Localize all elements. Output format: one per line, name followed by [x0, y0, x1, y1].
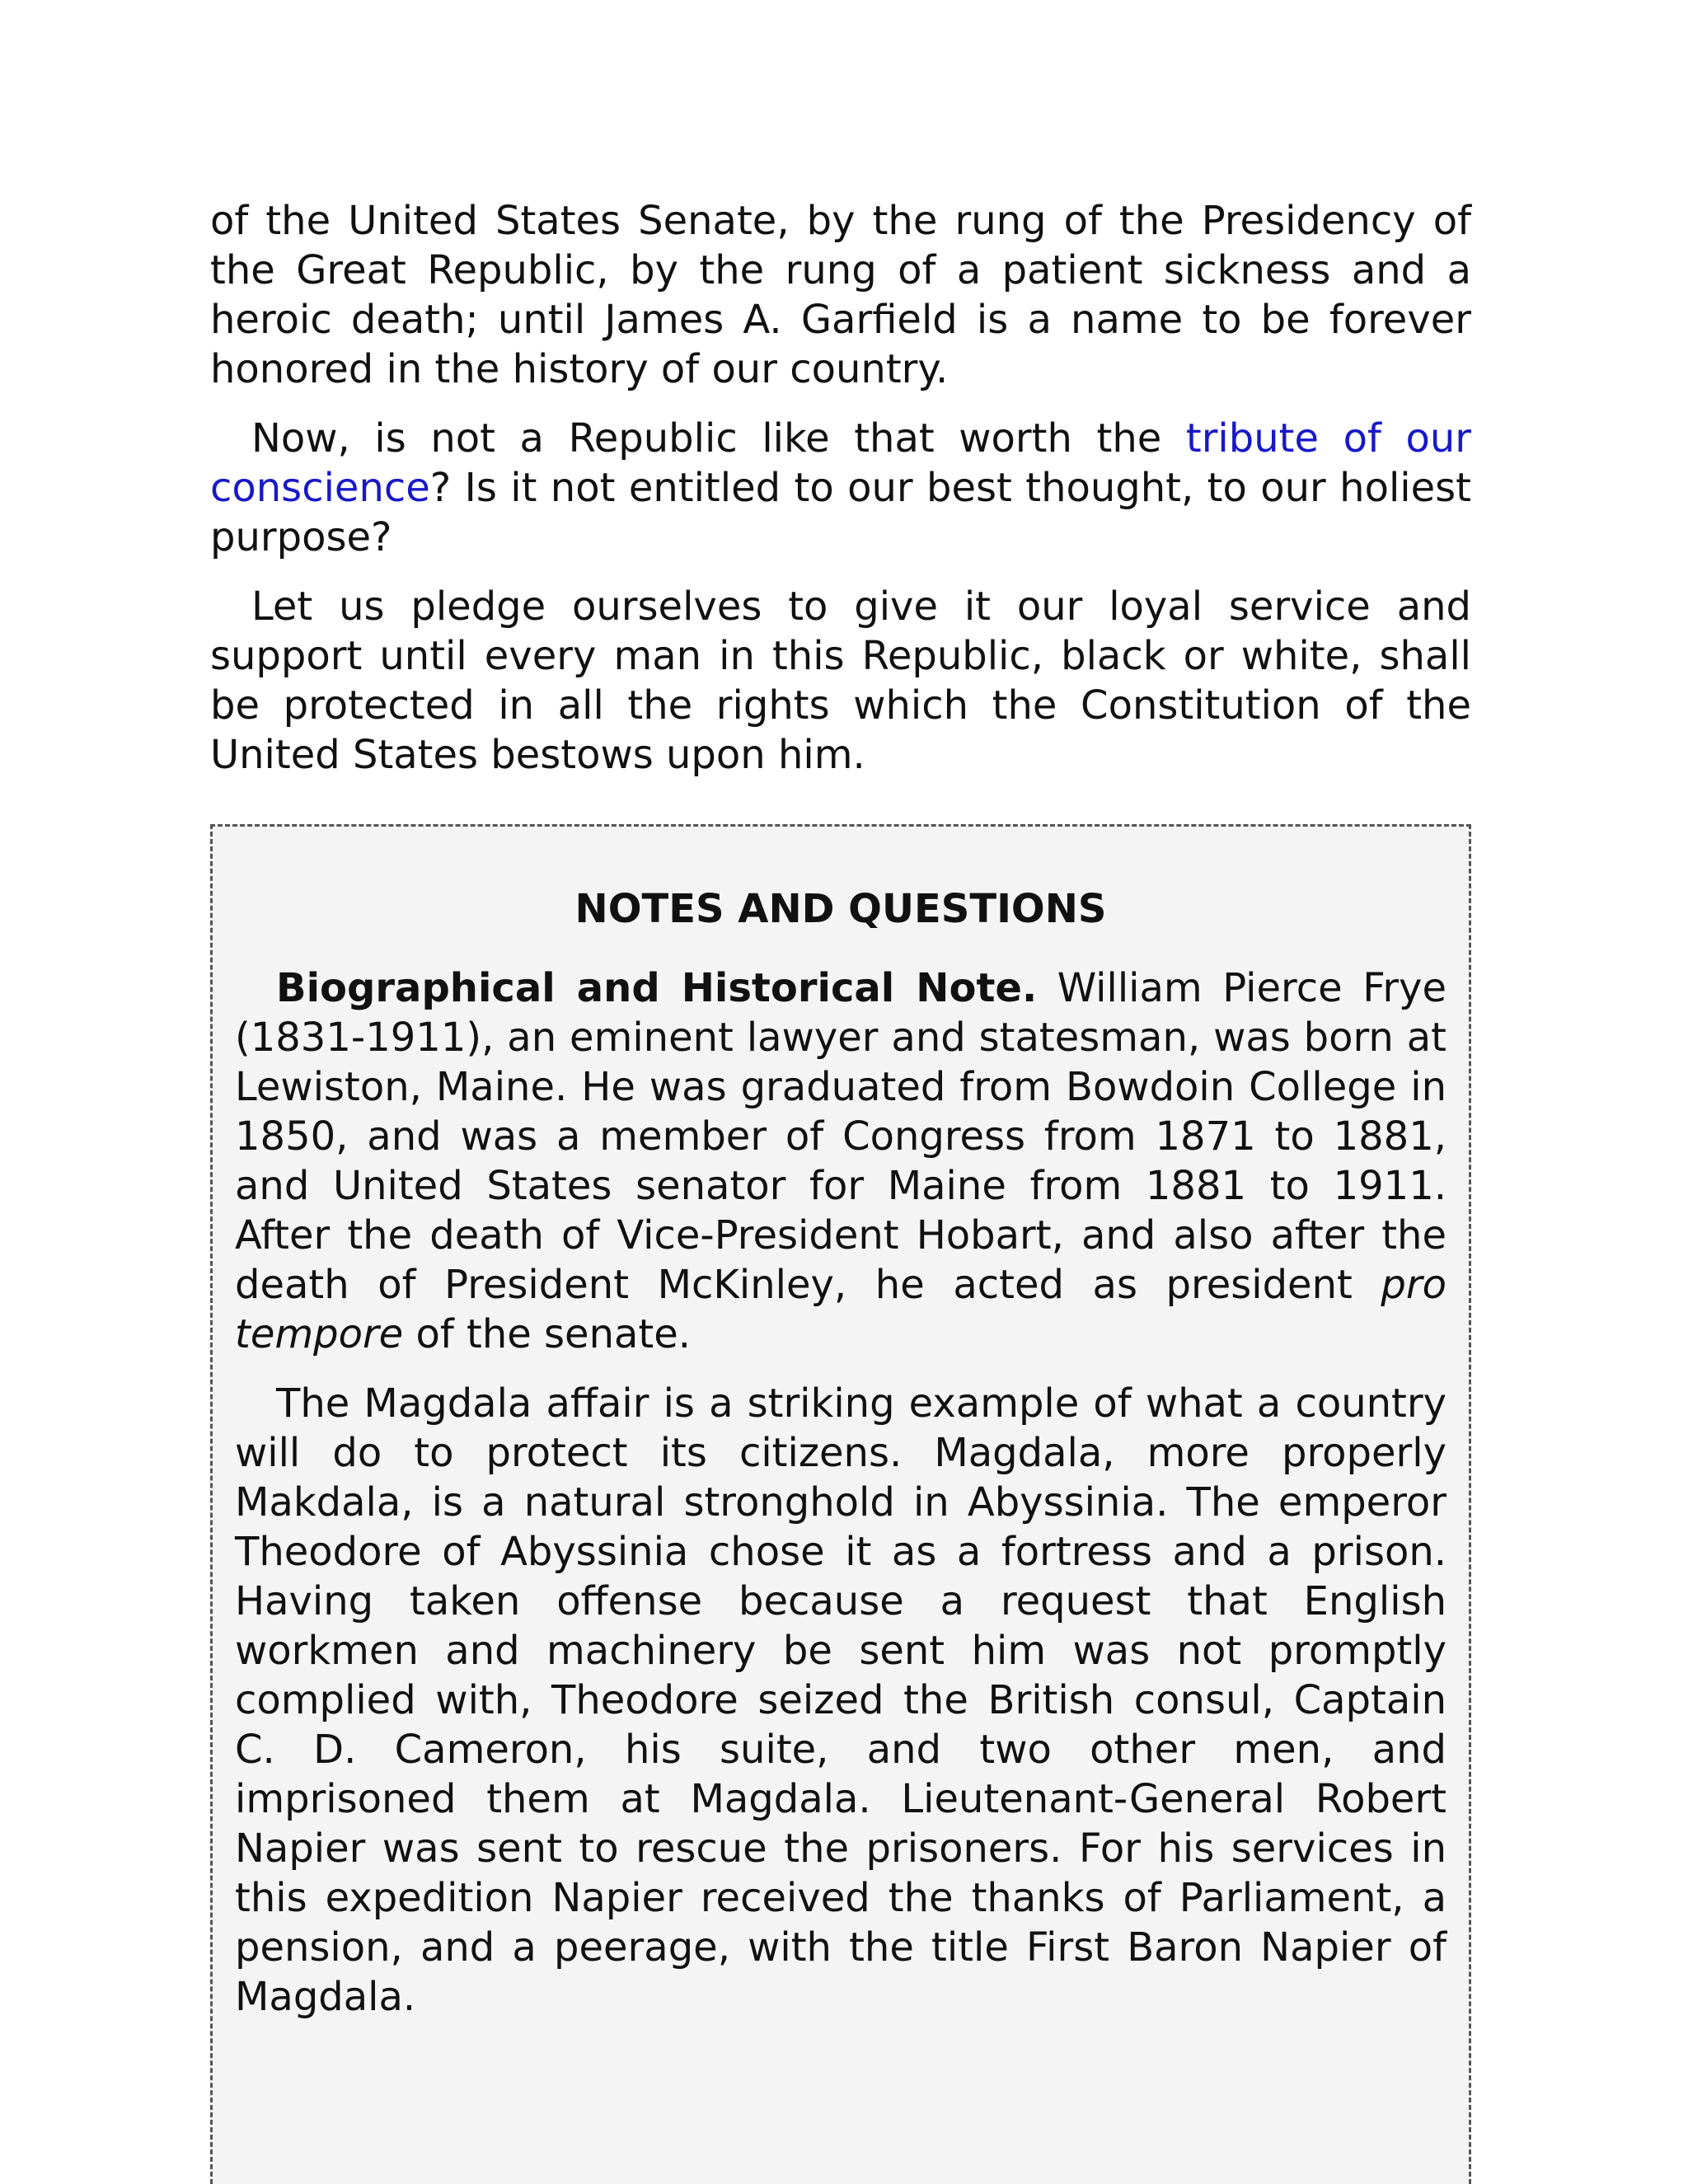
paragraph-tribute-end: ? Is it not entitled to our best thought, to our holiest purpose? [210, 465, 1471, 560]
paragraph-pledge: Let us pledge ourselves to give it our loyal service and support until every man in this Republic, black or white, shall be protected in all the rights which the Constitution of the United States bestows upon him. [210, 583, 1471, 778]
notes-box [210, 824, 1471, 2184]
biographical-note-lead: Biographical and Historical Note. [276, 965, 1038, 1011]
biographical-note-text: William Pierce Frye (1831-1911), an eminent lawyer and statesman, was born at Lewiston, Maine. He was graduated from Bowdoin College in 1850, and was a member of Congress from 1871 to 1881, and United States senator for Maine from 1881 to 1911. After the death of Vice-President Hobart, and also after the death of President McKinley, he acted as president [235, 965, 1447, 1308]
paragraph-garfield: of the United States Senate, by the rung of the Presidency of the Great Republic, by the rung of a patient sickness and a heroic death; until James A. Garfield is a name to be forever honored in the history of our country. [210, 198, 1471, 392]
notes-heading: NOTES AND QUESTIONS [574, 886, 1107, 932]
pro-tempore-italic: pro tempore [235, 1262, 1447, 1357]
tribute-link[interactable]: tribute of our conscience [210, 415, 1472, 511]
paragraph-tribute [210, 414, 1471, 562]
biographical-note-end: of the senate. [403, 1311, 692, 1357]
biographical-note [235, 963, 1447, 1359]
magdala-note: The Magdala affair is a striking example of what a country will do to protect its citizens. Magdala, more properly Makdala, is a natural stronghold in Abyssinia. The emperor Theodore of Abyssinia chose it as a fortress and a prison. Having taken offense because a request that English workmen and machinery be sent him was not promptly complied with, Theodore seized the British consul, Captain C. D. Cameron, his suite, and two other men, and imprisoned them at Magdala. Lieutenant-General Robert Napier was sent to rescue the prisoners. For his services in this expedition Napier received the thanks of Parliament, a pension, and a peerage, with the title First Baron Napier of Magdala. [235, 1380, 1447, 2020]
paragraph-tribute-start: Now, is not a Republic like that worth the [251, 415, 1186, 462]
main-text [210, 196, 1471, 799]
